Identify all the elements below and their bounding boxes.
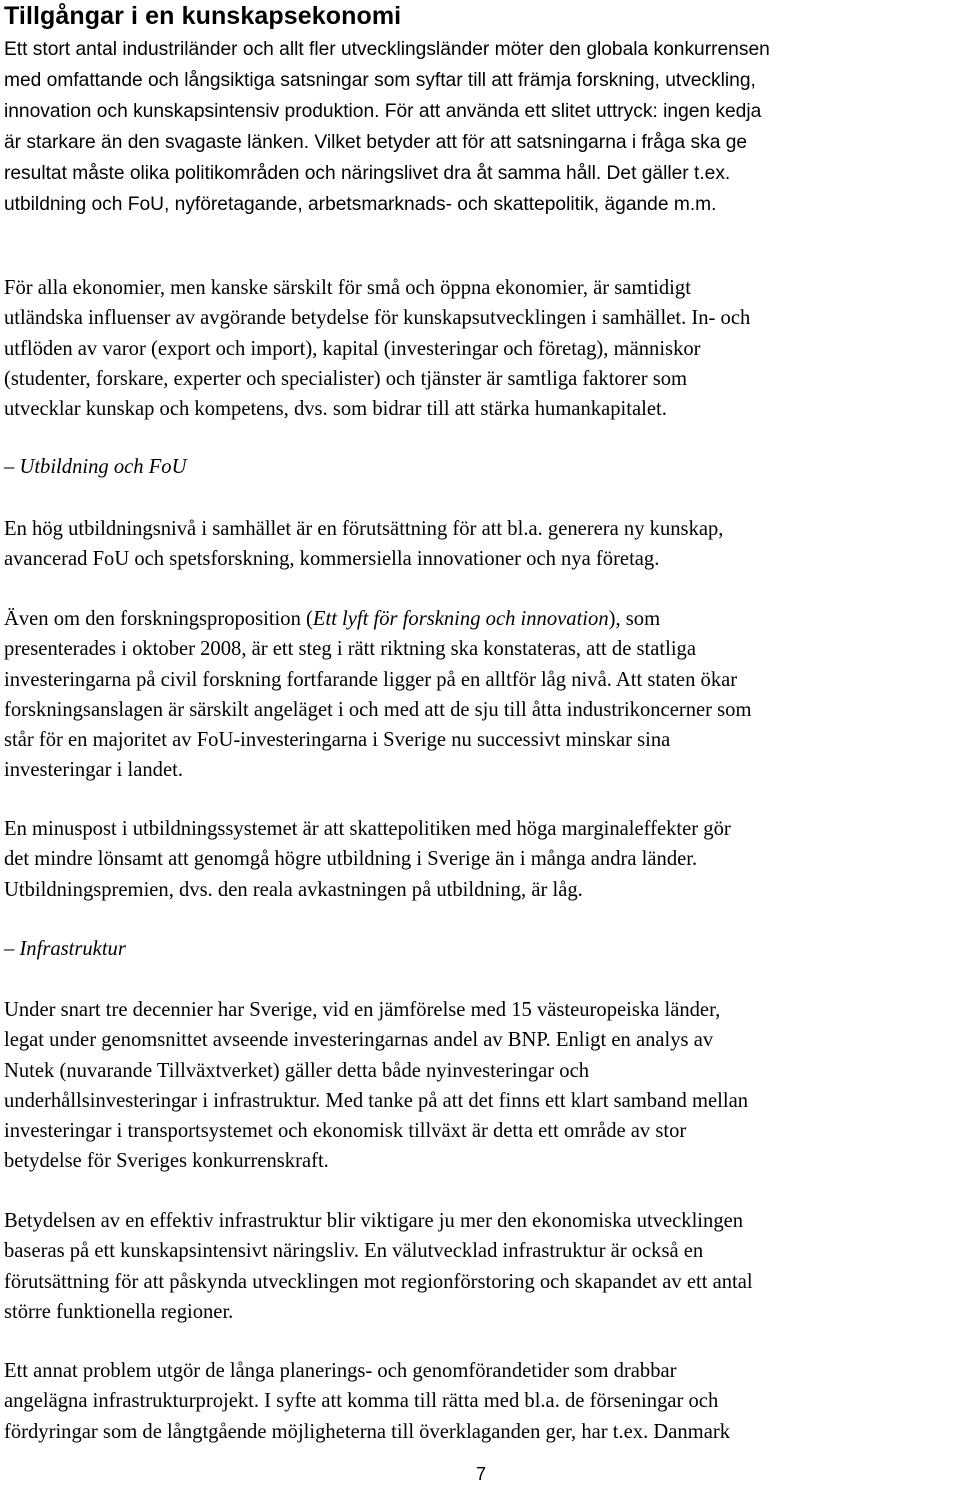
text-line: Även om den forskningsproposition (Ett lyft för forskning och innovation), som xyxy=(4,608,661,630)
text-line: med omfattande och långsiktiga satsningar som syftar till att främja forskning, utveckling, xyxy=(4,70,756,91)
text-line: angelägna infrastrukturprojekt. I syfte att komma till rätta med bl.a. de förseningar och xyxy=(4,1390,719,1413)
text-line: Nutek (nuvarande Tillväxtverket) gäller detta både nyinvesteringar och xyxy=(4,1059,590,1082)
paragraph-investment xyxy=(4,995,956,1177)
text-line: Under snart tre decennier har Sverige, vid en jämförelse med 15 västeuropeiska länder, xyxy=(4,999,721,1021)
text-line: Ett annat problem utgör de långa planerings- och genomförandetider som drabbar xyxy=(4,1360,677,1382)
text-line: underhållsinvesteringar i infrastruktur. Med tanke på att det finns ett klart samband mellan xyxy=(4,1089,749,1112)
subheading-infrastructure: – Infrastruktur xyxy=(4,938,126,960)
text-line: (studenter, forskare, experter och specialister) och tjänster är samtliga faktorer som xyxy=(4,367,688,390)
subheading-education: – Utbildning och FoU xyxy=(4,456,187,478)
text-line: utvecklar kunskap och kompetens, dvs. som bidrar till att stärka humankapitalet. xyxy=(4,398,667,421)
text-line: betydelse för Sveriges konkurrenskraft. xyxy=(4,1150,329,1173)
text-line: legat under genomsnittet avseende investeringarnas andel av BNP. Enligt en analys av xyxy=(4,1029,714,1052)
text-line: är starkare än den svagaste länken. Vilket betyder att för att satsningarna i fråga ska ge xyxy=(4,132,748,153)
text-line: Ett stort antal industriländer och allt fler utvecklingsländer möter den globala konkurrensen xyxy=(4,39,770,60)
text-line: resultat måste olika politikområden och näringslivet dra åt samma håll. Det gäller t.ex. xyxy=(4,163,731,184)
text-line: En hög utbildningsnivå i samhället är en förutsättning för att bl.a. generera ny kunskap, xyxy=(4,518,724,540)
proposition-title: Ett lyft för forskning och innovation xyxy=(312,608,609,630)
text-line: utländska influenser av avgörande betydelse för kunskapsutvecklingen i samhället. In- och xyxy=(4,307,751,330)
paragraph-effective-infrastructure xyxy=(4,1206,956,1327)
text-line: det mindre lönsamt att genomgå högre utbildning i Sverige än i många andra länder. xyxy=(4,848,698,871)
text-line: förutsättning för att påskynda utvecklingen mot regionförstoring och skapandet av ett antal xyxy=(4,1270,753,1293)
text-line: avancerad FoU och spetsforskning, kommersiella innovationer och nya företag. xyxy=(4,548,660,571)
text-line: investeringarna på civil forskning fortfarande ligger på en alltför låg nivå. Att staten ökar xyxy=(4,668,738,691)
paragraph-tax-policy xyxy=(4,814,956,905)
text-line: forskningsanslagen är särskilt angeläget i och med att de sju till åtta industrikoncerner som xyxy=(4,698,752,721)
text-line: En minuspost i utbildningssystemet är att skattepolitiken med höga marginaleffekter gör xyxy=(4,818,731,840)
text-line: fördyringar som de långtgående möjligheterna till överklaganden ger, har t.ex. Danmark xyxy=(4,1420,730,1443)
paragraph-intro xyxy=(4,34,956,220)
text-line: För alla ekonomier, men kanske särskilt för små och öppna ekonomier, är samtidigt xyxy=(4,277,691,299)
text-line: presenterades i oktober 2008, är ett steg i rätt riktning ska konstateras, att de statliga xyxy=(4,638,696,661)
text-line: Betydelsen av en effektiv infrastruktur blir viktigare ju mer den ekonomiska utvecklingen xyxy=(4,1210,744,1232)
text-line: innovation och kunskapsintensiv produktion. För att använda ett slitet uttryck: ingen kedja xyxy=(4,101,762,122)
page-number: 7 xyxy=(476,1464,487,1484)
paragraph-planning-times xyxy=(4,1356,956,1447)
text-line: utbildning och FoU, nyföretagande, arbetsmarknads- och skattepolitik, ägande m.m. xyxy=(4,194,717,215)
text-line: baseras på ett kunskapsintensivt näringsliv. En välutvecklad infrastruktur är också en xyxy=(4,1240,704,1263)
text-line: utflöden av varor (export och import), kapital (investeringar och företag), människor xyxy=(4,337,701,360)
text-line: investeringar i landet. xyxy=(4,759,183,782)
text-line: Utbildningspremien, dvs. den reala avkastningen på utbildning, är låg. xyxy=(4,878,583,901)
paragraph-education-level xyxy=(4,514,956,575)
text-line: står för en majoritet av FoU-investeringarna i Sverige nu successivt minskar sina xyxy=(4,729,671,752)
paragraph-research-proposition xyxy=(4,604,956,786)
paragraph-influences xyxy=(4,273,956,424)
text-line: investeringar i transportsystemet och ekonomisk tillväxt är detta ett område av stor xyxy=(4,1120,687,1143)
page-title: Tillgångar i en kunskapsekonomi xyxy=(4,2,402,30)
text-line: större funktionella regioner. xyxy=(4,1300,234,1323)
